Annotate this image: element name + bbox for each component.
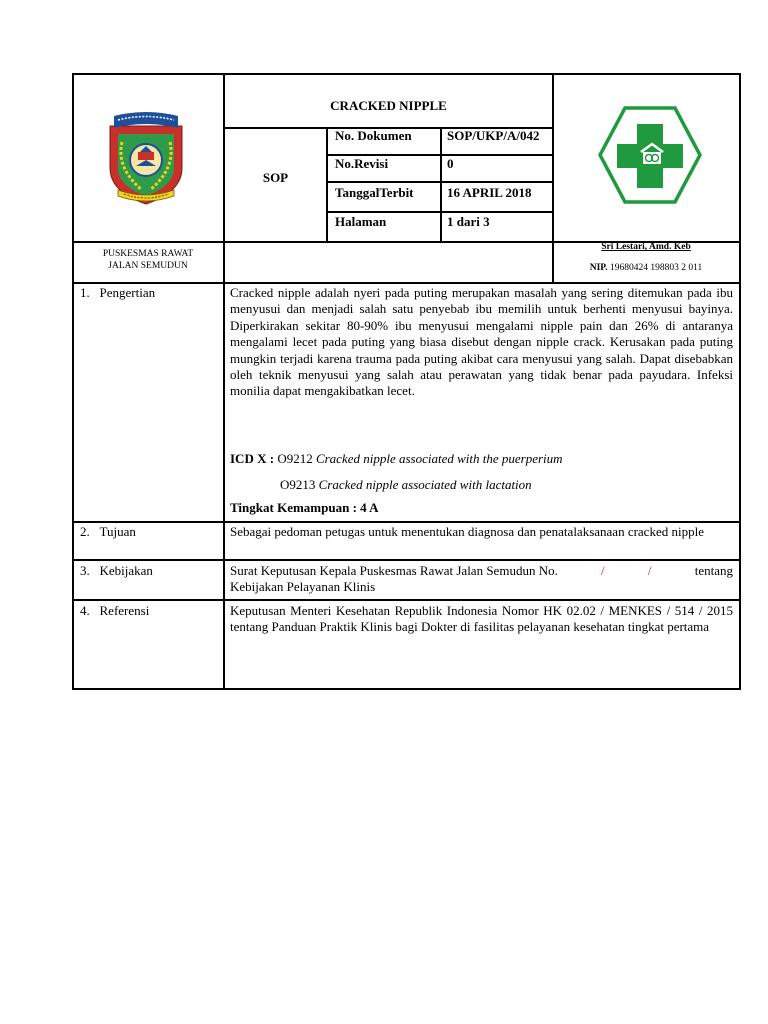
tujuan-text: Sebagai pedoman petugas untuk menentukan diagnosa dan penatalaksanaan cracked nipple [230, 524, 704, 539]
icd2-code: O9213 [280, 477, 316, 492]
referensi-label: 4. Referensi [80, 603, 150, 618]
kebijakan-text-before: Surat Keputusan Kepala Puskesmas Rawat Jalan Semudun No. [230, 563, 558, 578]
icd2-desc: Cracked nipple associated with lactation [318, 477, 532, 492]
crest-logo [104, 112, 188, 206]
kebijakan-text-after: tentang [694, 563, 733, 578]
row-divider-referensi [72, 599, 741, 601]
page-value: 1 dari 3 [447, 214, 490, 229]
signer-nip [556, 263, 736, 273]
col-divider-2 [552, 73, 554, 283]
kebijakan-label: 3. Kebijakan [80, 563, 153, 578]
kebijakan-slash-1: / [601, 563, 605, 578]
date-label: TanggalTerbit [335, 185, 414, 200]
row-divider-tanggal [326, 181, 554, 183]
row-divider-tujuan [72, 521, 741, 523]
table-border-right [739, 73, 741, 690]
org-name: PUSKESMAS RAWAT JALAN SEMUDUN [102, 249, 194, 271]
pengertian-text: Cracked nipple adalah nyeri pada puting merupakan masalah yang sering ditemukan pada ibu menyusui dan menjadi salah satu penyebab ibu memilih untuk berhenti menyusui bayinya. Diperkirakan sekitar 80-90% ibu menyusui mengalami nipple pain dan 26% di antaranya mengalami lecet pada puting yang biasa disebut dengan nipple crack. Kerusakan pada puting mungkin terjadi karena trauma pada puting akibat cara menyusui yang salah. Dapat disebabkan oleh teknik menyusui yang salah atau perawatan yang tidak benar pada payudara. Infeksi monilia dapat mengakibatkan lecet. [230, 285, 733, 399]
doc-number-value: SOP/UKP/A/042 [447, 128, 540, 143]
pengertian-label: 1. Pengertian [80, 285, 156, 300]
tingkat-kemampuan: Tingkat Kemampuan : 4 A [230, 500, 379, 515]
row-divider-kebijakan [72, 559, 741, 561]
icd-line-2 [280, 477, 532, 493]
icd1-desc: Cracked nipple associated with the puerperium [315, 451, 563, 466]
nip-value: 19680424 198803 2 011 [609, 263, 703, 273]
kebijakan-line-1 [230, 563, 733, 579]
revision-value: 0 [447, 156, 454, 171]
row-divider-sign [72, 282, 741, 284]
revision-label: No.Revisi [335, 156, 389, 171]
icd-line-1 [230, 451, 563, 467]
tujuan-label: 2. Tujuan [80, 524, 136, 539]
kebijakan-line-2: Kebijakan Pelayanan Klinis [230, 579, 376, 594]
row-divider-halaman [326, 211, 554, 213]
kebijakan-slash-2: / [647, 563, 652, 578]
referensi-text: Keputusan Menteri Kesehatan Republik Indonesia Nomor HK 02.02 / MENKES / 514 / 2015 tentang Panduan Praktik Klinis bagi Dokter di fasilitas pelayanan kesehatan tingkat pertama [230, 603, 733, 635]
table-border-bottom [72, 688, 741, 690]
col-divider-1 [223, 73, 225, 690]
col-divider-label [326, 127, 328, 242]
nip-label: NIP. [589, 263, 608, 273]
icd-label: ICD X : [230, 451, 275, 466]
signer-name: Sri Lestari, Amd. Keb [601, 242, 691, 252]
date-value: 16 APRIL 2018 [447, 185, 532, 200]
icd1-code: O9212 [277, 451, 313, 466]
col-divider-value [440, 127, 442, 242]
doc-number-label: No. Dokumen [335, 128, 412, 143]
document-title: CRACKED NIPPLE [330, 98, 447, 113]
sop-label: SOP [262, 170, 289, 185]
table-border-left [72, 73, 74, 690]
health-cross-logo [597, 106, 703, 204]
table-border-top [72, 73, 741, 75]
page-label: Halaman [335, 214, 387, 229]
